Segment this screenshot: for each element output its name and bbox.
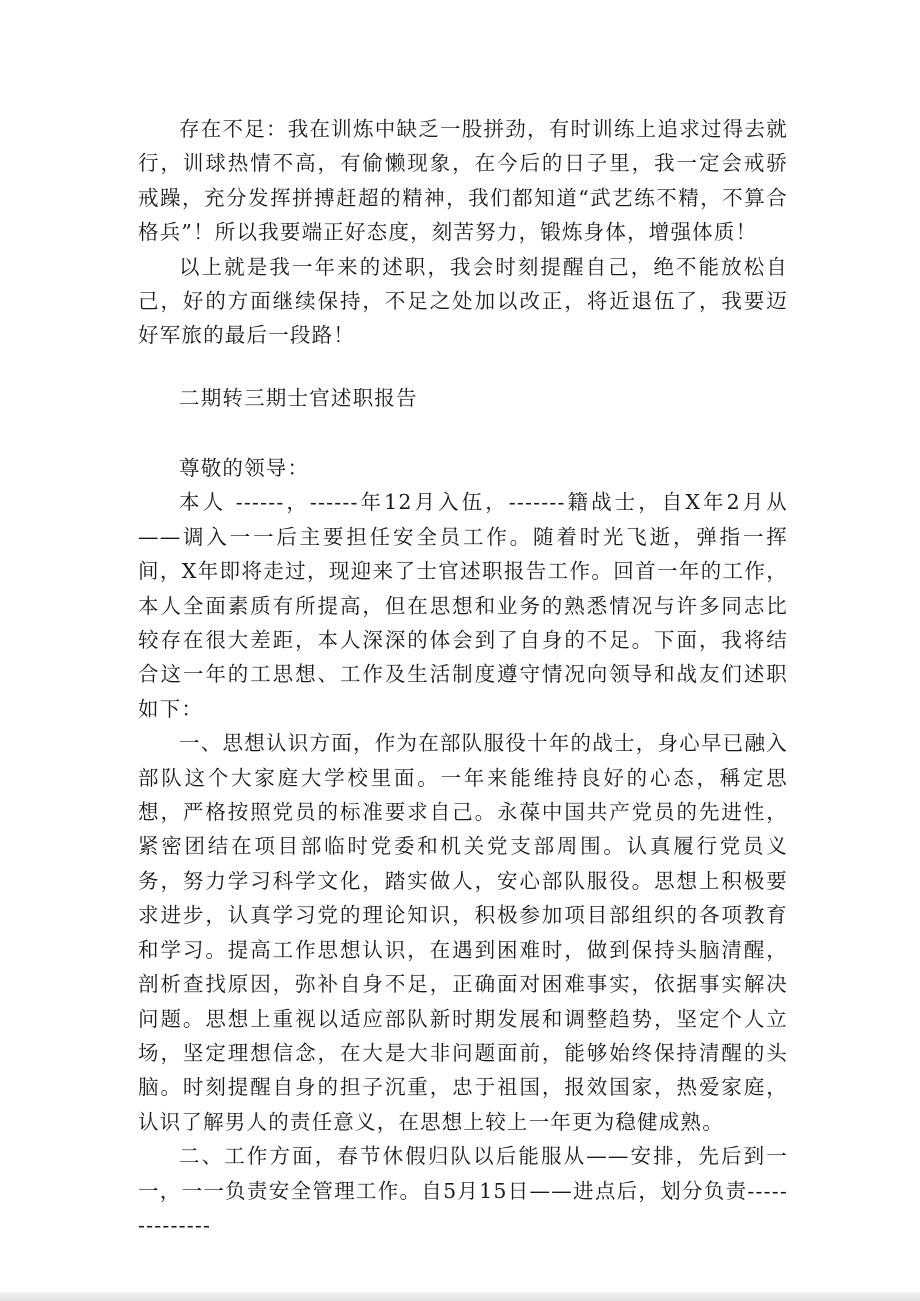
report-title: 二期转三期士官述职报告	[179, 386, 418, 410]
paragraph-intro: 本人 ------，------年12月入伍，-------籍战士，自X年2月从——调入一一后主要担任安全员工作。随着时光飞逝，弹指一挥间，X年即将走过，现迎来了士官述职报告工作。回首一年的工作，本人全面素质有所提高，但在思想和业务的熟悉情况与许多同志比较存在很大差距，本人深深的体会到了自身的不足。下面，我将结合这一年的工思想、工作及生活制度遵守情况向领导和战友们述职如下：	[138, 490, 788, 721]
salutation: 尊敬的领导：	[179, 456, 310, 480]
paragraph-ideology: 一、思想认识方面，作为在部队服役十年的战士，身心早已融入部队这个大家庭大学校里面。一年来能维持良好的心态，稱定思想，严格按照党员的标准要求自己。永葆中国共产党员的先进性，紧密团结在项目部临时党委和机关党支部周围。认真履行党员义务，努力学习科学文化，踏实做人，安心部队服役。思想上积极要求进步，认真学习党的理论知识，积极参加项目部组织的各项教育和学习。提高工作思想认识，在遇到困难时，做到保持头脑清醒，剖析查找原因，弥补自身不足，正确面对困难事实，依据事实解决问题。思想上重视以适应部队新时期发展和调整趋势，坚定个人立场，坚定理想信念，在大是大非问题面前，能够始终保持清醒的头脑。时刻提醒自身的担子沉重，忠于祖国，报效国家，热爱家庭，认识了解男人的责任意义，在思想上较上一年更为稳健成熟。	[138, 731, 788, 1134]
body-section-1	[138, 112, 788, 353]
body-section-2	[138, 451, 788, 1242]
paragraph-conclusion: 以上就是我一年来的述职，我会时刻提醒自己，绝不能放松自己，好的方面继续保持，不足之处加以改正，将近退伍了，我要迈好军旅的最后一段路！	[138, 254, 788, 348]
page-bottom-edge	[0, 1292, 920, 1301]
paragraph-shortcomings: 存在不足：我在训炼中缺乏一股拼劲，有时训练上追求过得去就行，训球热情不高，有偷懒现象，在今后的日子里，我一定会戒骄戒躁，充分发挥拼搏赶超的精神，我们都知道“武艺练不精，不算合格兵”！所以我要端正好态度，刻苦努力，锻炼身体，增强体质！	[138, 117, 788, 245]
paragraph-work: 二、工作方面，春节休假归队以后能服从——安排，先后到一一，一一负责安全管理工作。自5月15日——进点后，划分负责--------------	[138, 1144, 788, 1237]
